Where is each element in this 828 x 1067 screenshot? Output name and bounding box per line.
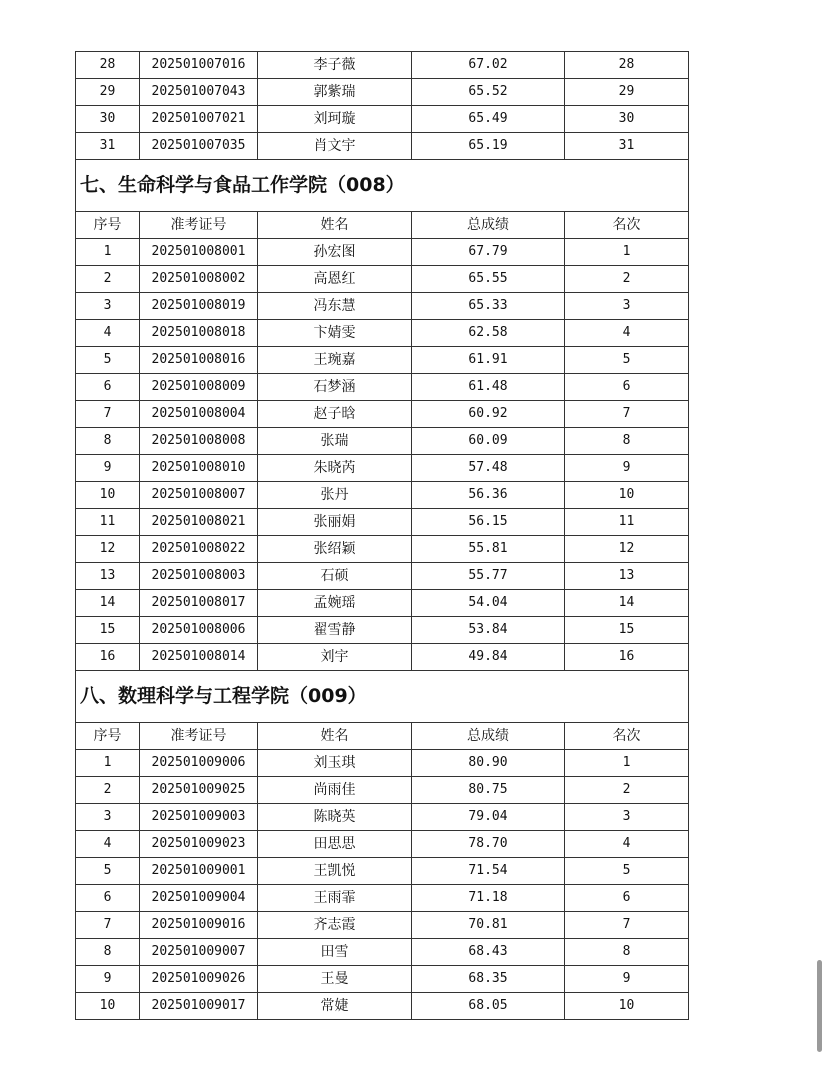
cell-rank: 3 [565, 804, 689, 831]
table-row [76, 644, 689, 671]
table-row [76, 563, 689, 590]
cell-exam-id: 202501008010 [140, 455, 258, 482]
cell-total-score: 65.33 [412, 293, 565, 320]
cell-serial-no: 1 [76, 239, 140, 266]
cell-serial-no: 9 [76, 966, 140, 993]
table-row [76, 52, 689, 79]
table-row [76, 320, 689, 347]
cell-serial-no: 11 [76, 509, 140, 536]
cell-serial-no: 5 [76, 347, 140, 374]
cell-name: 张瑞 [258, 428, 412, 455]
header-name: 姓名 [258, 723, 412, 750]
cell-total-score: 60.09 [412, 428, 565, 455]
cell-exam-id: 202501008004 [140, 401, 258, 428]
cell-total-score: 55.77 [412, 563, 565, 590]
cell-rank: 10 [565, 482, 689, 509]
cell-name: 肖文宇 [258, 133, 412, 160]
cell-rank: 28 [565, 52, 689, 79]
cell-rank: 13 [565, 563, 689, 590]
cell-exam-id: 202501008006 [140, 617, 258, 644]
cell-rank: 8 [565, 939, 689, 966]
cell-total-score: 61.91 [412, 347, 565, 374]
table-row [76, 401, 689, 428]
section-title: 七、生命科学与食品工作学院（008） [76, 160, 689, 212]
cell-name: 郭紫瑞 [258, 79, 412, 106]
cell-name: 李子薇 [258, 52, 412, 79]
cell-exam-id: 202501009001 [140, 858, 258, 885]
cell-rank: 2 [565, 777, 689, 804]
table-row [76, 347, 689, 374]
cell-total-score: 53.84 [412, 617, 565, 644]
cell-total-score: 78.70 [412, 831, 565, 858]
cell-total-score: 49.84 [412, 644, 565, 671]
cell-rank: 6 [565, 374, 689, 401]
cell-exam-id: 202501008007 [140, 482, 258, 509]
cell-rank: 8 [565, 428, 689, 455]
cell-serial-no: 7 [76, 401, 140, 428]
cell-rank: 12 [565, 536, 689, 563]
cell-serial-no: 4 [76, 831, 140, 858]
cell-name: 张丹 [258, 482, 412, 509]
table-row [76, 133, 689, 160]
cell-total-score: 65.19 [412, 133, 565, 160]
header-total-score: 总成绩 [412, 723, 565, 750]
cell-serial-no: 4 [76, 320, 140, 347]
cell-exam-id: 202501008017 [140, 590, 258, 617]
cell-rank: 29 [565, 79, 689, 106]
section-heading-row [76, 160, 689, 212]
header-serial-no: 序号 [76, 723, 140, 750]
cell-serial-no: 2 [76, 777, 140, 804]
cell-exam-id: 202501008001 [140, 239, 258, 266]
cell-rank: 7 [565, 401, 689, 428]
cell-rank: 2 [565, 266, 689, 293]
cell-serial-no: 1 [76, 750, 140, 777]
column-header-row [76, 212, 689, 239]
cell-name: 朱晓芮 [258, 455, 412, 482]
table-row [76, 239, 689, 266]
cell-name: 张绍颖 [258, 536, 412, 563]
cell-exam-id: 202501008014 [140, 644, 258, 671]
cell-total-score: 61.48 [412, 374, 565, 401]
cell-serial-no: 3 [76, 293, 140, 320]
table-row [76, 804, 689, 831]
cell-total-score: 71.18 [412, 885, 565, 912]
cell-total-score: 70.81 [412, 912, 565, 939]
cell-total-score: 67.79 [412, 239, 565, 266]
cell-exam-id: 202501008021 [140, 509, 258, 536]
table-row [76, 455, 689, 482]
cell-name: 刘宇 [258, 644, 412, 671]
table-row [76, 885, 689, 912]
cell-total-score: 68.35 [412, 966, 565, 993]
table-row [76, 939, 689, 966]
cell-exam-id: 202501009023 [140, 831, 258, 858]
cell-exam-id: 202501008002 [140, 266, 258, 293]
cell-serial-no: 6 [76, 374, 140, 401]
header-serial-no: 序号 [76, 212, 140, 239]
cell-serial-no: 31 [76, 133, 140, 160]
header-name: 姓名 [258, 212, 412, 239]
cell-serial-no: 29 [76, 79, 140, 106]
cell-total-score: 60.92 [412, 401, 565, 428]
cell-serial-no: 8 [76, 428, 140, 455]
cell-exam-id: 202501009004 [140, 885, 258, 912]
header-rank: 名次 [565, 723, 689, 750]
cell-total-score: 54.04 [412, 590, 565, 617]
cell-rank: 6 [565, 885, 689, 912]
cell-total-score: 71.54 [412, 858, 565, 885]
cell-serial-no: 28 [76, 52, 140, 79]
cell-name: 王曼 [258, 966, 412, 993]
cell-total-score: 62.58 [412, 320, 565, 347]
cell-rank: 5 [565, 858, 689, 885]
table-row [76, 912, 689, 939]
cell-exam-id: 202501008022 [140, 536, 258, 563]
cell-rank: 11 [565, 509, 689, 536]
cell-name: 齐志霞 [258, 912, 412, 939]
header-rank: 名次 [565, 212, 689, 239]
cell-rank: 30 [565, 106, 689, 133]
cell-name: 卞婧雯 [258, 320, 412, 347]
table-row [76, 966, 689, 993]
table-row [76, 374, 689, 401]
table-row [76, 79, 689, 106]
cell-rank: 9 [565, 966, 689, 993]
results-table [75, 51, 689, 1020]
column-header-row [76, 723, 689, 750]
cell-serial-no: 3 [76, 804, 140, 831]
cell-name: 田雪 [258, 939, 412, 966]
cell-exam-id: 202501007043 [140, 79, 258, 106]
table-row [76, 993, 689, 1020]
cell-rank: 16 [565, 644, 689, 671]
header-exam-id: 准考证号 [140, 723, 258, 750]
cell-name: 王琬嘉 [258, 347, 412, 374]
table-row [76, 536, 689, 563]
table-row [76, 106, 689, 133]
table-row [76, 590, 689, 617]
cell-total-score: 57.48 [412, 455, 565, 482]
cell-serial-no: 10 [76, 482, 140, 509]
cell-rank: 10 [565, 993, 689, 1020]
cell-exam-id: 202501007016 [140, 52, 258, 79]
table-row [76, 482, 689, 509]
cell-serial-no: 8 [76, 939, 140, 966]
cell-rank: 5 [565, 347, 689, 374]
cell-total-score: 65.55 [412, 266, 565, 293]
cell-name: 翟雪静 [258, 617, 412, 644]
cell-total-score: 68.05 [412, 993, 565, 1020]
cell-exam-id: 202501007021 [140, 106, 258, 133]
cell-rank: 1 [565, 239, 689, 266]
cell-name: 陈晓英 [258, 804, 412, 831]
cell-exam-id: 202501009003 [140, 804, 258, 831]
table-row [76, 293, 689, 320]
cell-name: 尚雨佳 [258, 777, 412, 804]
cell-name: 冯东慧 [258, 293, 412, 320]
cell-exam-id: 202501009016 [140, 912, 258, 939]
table-row [76, 428, 689, 455]
cell-exam-id: 202501008008 [140, 428, 258, 455]
cell-exam-id: 202501009007 [140, 939, 258, 966]
cell-serial-no: 12 [76, 536, 140, 563]
cell-rank: 7 [565, 912, 689, 939]
cell-total-score: 79.04 [412, 804, 565, 831]
cell-serial-no: 9 [76, 455, 140, 482]
cell-serial-no: 5 [76, 858, 140, 885]
cell-rank: 4 [565, 831, 689, 858]
cell-rank: 4 [565, 320, 689, 347]
cell-exam-id: 202501008016 [140, 347, 258, 374]
cell-rank: 31 [565, 133, 689, 160]
cell-exam-id: 202501008009 [140, 374, 258, 401]
table-row [76, 777, 689, 804]
table-row [76, 509, 689, 536]
cell-serial-no: 6 [76, 885, 140, 912]
cell-total-score: 56.15 [412, 509, 565, 536]
cell-name: 赵子晗 [258, 401, 412, 428]
cell-exam-id: 202501009017 [140, 993, 258, 1020]
scrollbar[interactable] [817, 960, 822, 1052]
cell-exam-id: 202501009026 [140, 966, 258, 993]
cell-name: 刘珂璇 [258, 106, 412, 133]
cell-total-score: 56.36 [412, 482, 565, 509]
cell-total-score: 65.49 [412, 106, 565, 133]
cell-serial-no: 16 [76, 644, 140, 671]
cell-serial-no: 13 [76, 563, 140, 590]
table-row [76, 831, 689, 858]
header-exam-id: 准考证号 [140, 212, 258, 239]
cell-name: 高恩红 [258, 266, 412, 293]
cell-total-score: 67.02 [412, 52, 565, 79]
section-title: 八、数理科学与工程学院（009） [76, 671, 689, 723]
cell-name: 王凯悦 [258, 858, 412, 885]
cell-total-score: 55.81 [412, 536, 565, 563]
cell-rank: 1 [565, 750, 689, 777]
cell-name: 孙宏图 [258, 239, 412, 266]
cell-serial-no: 7 [76, 912, 140, 939]
table-row [76, 858, 689, 885]
cell-serial-no: 15 [76, 617, 140, 644]
cell-rank: 15 [565, 617, 689, 644]
cell-name: 田思思 [258, 831, 412, 858]
cell-name: 常婕 [258, 993, 412, 1020]
cell-name: 王雨霏 [258, 885, 412, 912]
table-row [76, 750, 689, 777]
cell-serial-no: 30 [76, 106, 140, 133]
cell-name: 石硕 [258, 563, 412, 590]
header-total-score: 总成绩 [412, 212, 565, 239]
cell-rank: 9 [565, 455, 689, 482]
cell-name: 石梦涵 [258, 374, 412, 401]
cell-exam-id: 202501008003 [140, 563, 258, 590]
cell-exam-id: 202501008019 [140, 293, 258, 320]
cell-serial-no: 2 [76, 266, 140, 293]
cell-total-score: 80.90 [412, 750, 565, 777]
cell-name: 张丽娟 [258, 509, 412, 536]
table-row [76, 617, 689, 644]
cell-total-score: 68.43 [412, 939, 565, 966]
cell-name: 孟婉瑶 [258, 590, 412, 617]
cell-total-score: 65.52 [412, 79, 565, 106]
cell-rank: 3 [565, 293, 689, 320]
cell-serial-no: 14 [76, 590, 140, 617]
cell-exam-id: 202501008018 [140, 320, 258, 347]
cell-exam-id: 202501009025 [140, 777, 258, 804]
section-heading-row [76, 671, 689, 723]
cell-serial-no: 10 [76, 993, 140, 1020]
cell-total-score: 80.75 [412, 777, 565, 804]
table-row [76, 266, 689, 293]
cell-name: 刘玉琪 [258, 750, 412, 777]
cell-rank: 14 [565, 590, 689, 617]
cell-exam-id: 202501009006 [140, 750, 258, 777]
cell-exam-id: 202501007035 [140, 133, 258, 160]
